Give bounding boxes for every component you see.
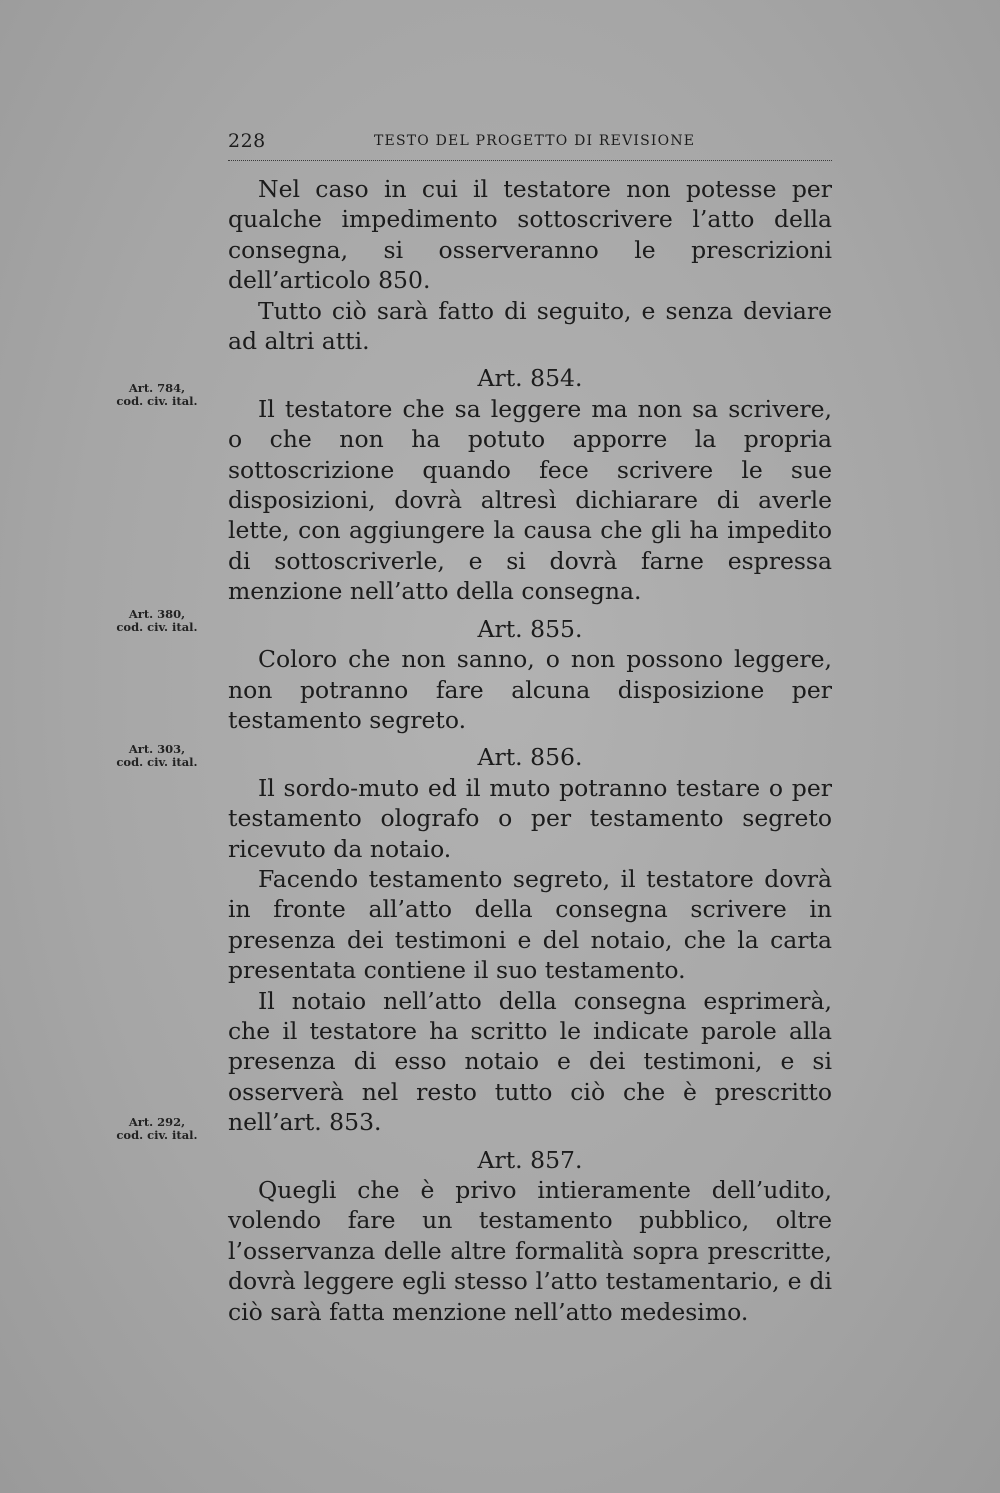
margin-note-art855 — [102, 608, 212, 633]
paragraph: Il notaio nell’atto della consegna esprimerà, che il testatore ha scritto le indicate parole alla presenza di esso notaio e dei testimoni, e si osserverà nel resto tutto ciò che è prescritto nell’art. 853. — [228, 986, 832, 1137]
paragraph: Tutto ciò sarà fatto di seguito, e senza deviare ad altri atti. — [228, 296, 832, 356]
paragraph: Coloro che non sanno, o non possono leggere, non potranno fare alcuna disposizione per testamento segreto. — [228, 645, 832, 734]
margin-note-code: cod. civ. ital. — [116, 754, 198, 769]
article-heading: Art. 854. — [477, 364, 583, 393]
margin-note-article: Art. 380, — [128, 607, 186, 621]
body-text — [228, 174, 832, 1327]
margin-note-art857 — [102, 1116, 212, 1141]
running-head: TESTO DEL PROGETTO DI REVISIONE — [374, 133, 696, 149]
margin-note-code: cod. civ. ital. — [116, 1127, 198, 1142]
article-heading: Art. 855. — [477, 614, 583, 643]
paragraph: Nel caso in cui il testatore non potesse per qualche impedimento sottoscrivere l’atto della consegna, si osserveranno le prescrizioni dell’articolo 850. — [228, 175, 832, 295]
page-header — [228, 130, 832, 161]
margin-note-article: Art. 292, — [128, 1115, 186, 1129]
paragraph: Facendo testamento segreto, il testatore dovrà in fronte all’atto della consegna scrivere in presenza dei testimoni e del notaio, che la carta presentata contiene il suo testamento. — [228, 864, 832, 985]
paragraph: Il sordo-muto ed il muto potranno testare o per testamento olografo o per testamento segreto ricevuto da notaio. — [228, 773, 832, 863]
article-heading: Art. 857. — [477, 1145, 583, 1174]
margin-note-code: cod. civ. ital. — [116, 393, 198, 408]
paragraph: Quegli che è privo intieramente dell’udito, volendo fare un testamento pubblico, oltre l’osservanza delle altre formalità sopra prescritte, dovrà leggere egli stesso l’atto testamentario, e di ciò sarà fatta menzione nell’atto medesimo. — [228, 1176, 832, 1326]
margin-note-art856 — [102, 743, 212, 768]
margin-note-article: Art. 303, — [128, 742, 186, 756]
page-number: 228 — [228, 130, 266, 152]
margin-note-article: Art. 784, — [128, 381, 186, 395]
margin-note-code: cod. civ. ital. — [116, 619, 198, 634]
paragraph: Il testatore che sa leggere ma non sa scrivere, o che non ha potuto apporre la propria sottoscrizione quando fece scrivere le sue disposizioni, dovrà altresì dichiarare di averle lette, con aggiungere la causa che gli ha impedito di sottoscriverle, e si dovrà farne espressa menzione nell’atto della consegna. — [228, 394, 832, 606]
margin-note-art854 — [102, 382, 212, 407]
article-heading: Art. 856. — [477, 743, 583, 772]
